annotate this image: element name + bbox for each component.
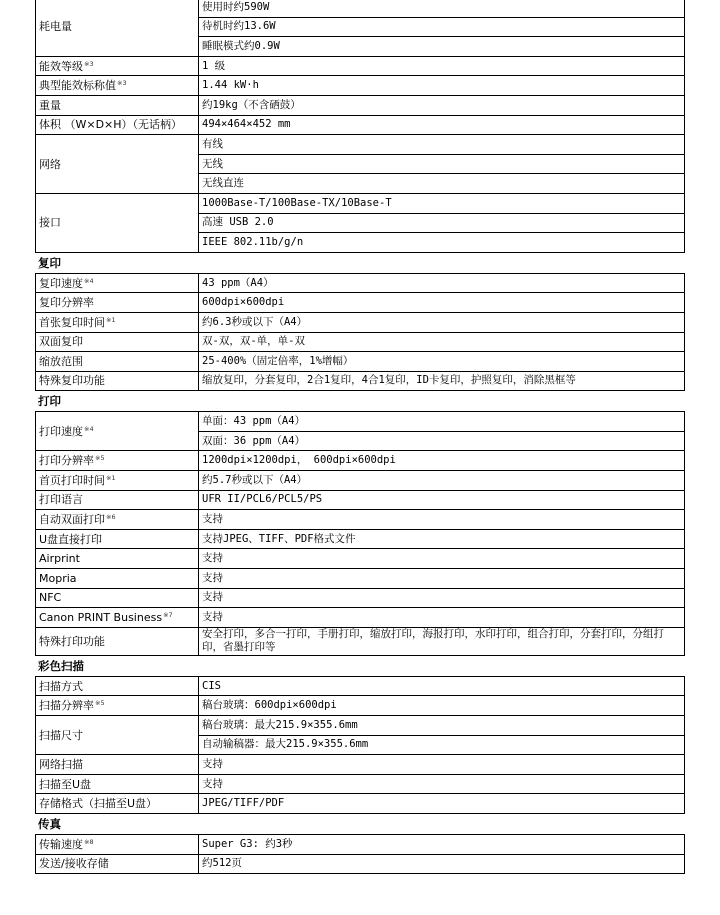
table-row — [36, 588, 685, 608]
spec-value: 约512页 — [199, 854, 685, 874]
spec-label-text: 扫描分辨率 — [39, 699, 94, 713]
spec-label — [36, 135, 199, 194]
spec-value: 睡眠模式约0.9W — [199, 37, 685, 57]
table-row — [36, 0, 685, 17]
spec-label-text: 扫描方式 — [39, 679, 83, 693]
spec-label — [36, 569, 199, 589]
spec-label — [36, 451, 199, 471]
spec-label-text: 复印速度 — [39, 276, 83, 290]
spec-label-text: 典型能效标称值 — [39, 79, 116, 93]
spec-label-text: 存储格式（扫描至U盘） — [39, 797, 158, 811]
spec-label — [36, 854, 199, 874]
spec-label-text: 复印分辨率 — [39, 296, 94, 310]
spec-label-text: 重量 — [39, 98, 61, 112]
table-row — [36, 451, 685, 471]
spec-label-text: 特殊打印功能 — [39, 634, 105, 648]
spec-value: IEEE 802.11b/g/n — [199, 233, 685, 253]
spec-label — [36, 529, 199, 549]
spec-label-text: 自动双面打印 — [39, 513, 105, 527]
spec-label-text: 扫描至U盘 — [39, 777, 92, 791]
spec-value: 43 ppm（A4） — [199, 273, 685, 293]
spec-label-text: 扫描尺寸 — [39, 728, 83, 742]
spec-value: 600dpi×600dpi — [199, 293, 685, 313]
spec-value: 待机时约13.6W — [199, 17, 685, 37]
spec-value: 支持 — [199, 569, 685, 589]
spec-label — [36, 95, 199, 115]
spec-value: 单面：43 ppm（A4） — [199, 412, 685, 432]
table-row — [36, 627, 685, 655]
spec-label — [36, 471, 199, 491]
spec-label — [36, 676, 199, 696]
spec-label-text: 耗电量 — [39, 20, 72, 34]
table-row — [36, 569, 685, 589]
spec-label — [36, 696, 199, 716]
spec-label — [36, 0, 199, 56]
spec-value: 有线 — [199, 135, 685, 155]
spec-label — [36, 794, 199, 814]
table-row — [36, 608, 685, 628]
table-row — [36, 774, 685, 794]
spec-value: Super G3: 约3秒 — [199, 834, 685, 854]
spec-value: 1000Base-T/100Base-TX/10Base-T — [199, 193, 685, 213]
table-row — [36, 352, 685, 372]
table-row — [36, 193, 685, 213]
table-row — [36, 696, 685, 716]
spec-value: 约6.3秒或以下（A4） — [199, 312, 685, 332]
spec-value: 支持 — [199, 608, 685, 628]
spec-value: 稿台玻璃：600dpi×600dpi — [199, 696, 685, 716]
footnote-mark: ※5 — [95, 454, 105, 463]
spec-label-text: 网络 — [39, 157, 61, 171]
footnote-mark: ※1 — [106, 315, 116, 324]
spec-label — [36, 774, 199, 794]
spec-value: 稿台玻璃：最大215.9×355.6mm — [199, 716, 685, 736]
spec-value: 安全打印，多合一打印，手册打印，缩放打印，海报打印，水印打印，组合打印，分套打印，分组打印，省墨打印等 — [199, 627, 685, 655]
spec-value: 支持 — [199, 588, 685, 608]
spec-label — [36, 834, 199, 854]
table-row — [36, 471, 685, 491]
spec-table — [35, 0, 685, 253]
spec-value: 25-400%（固定倍率，1%增幅） — [199, 352, 685, 372]
footnote-mark: ※4 — [84, 276, 94, 285]
spec-table — [35, 676, 685, 814]
table-row — [36, 755, 685, 775]
spec-label-text: 打印语言 — [39, 493, 83, 507]
table-row — [36, 135, 685, 155]
spec-label-text: 传输速度 — [39, 837, 83, 851]
spec-value: CIS — [199, 676, 685, 696]
spec-value: 无线直连 — [199, 174, 685, 194]
spec-label — [36, 76, 199, 96]
section-title-fax: 传真 — [38, 816, 61, 831]
table-row — [36, 56, 685, 76]
spec-label-text: 首页打印时间 — [39, 473, 105, 487]
spec-label — [36, 549, 199, 569]
spec-value: 约19kg（不含硒鼓） — [199, 95, 685, 115]
footnote-mark: ※3 — [84, 59, 94, 68]
spec-label-text: 缩放范围 — [39, 354, 83, 368]
spec-label — [36, 608, 199, 628]
spec-label — [36, 588, 199, 608]
spec-label — [36, 312, 199, 332]
table-row — [36, 854, 685, 874]
spec-label — [36, 115, 199, 135]
section-title-copy: 复印 — [38, 255, 61, 270]
footnote-mark: ※7 — [163, 611, 173, 620]
table-row — [36, 95, 685, 115]
spec-value: 支持 — [199, 755, 685, 775]
spec-label-text: 打印分辨率 — [39, 454, 94, 468]
spec-label — [36, 193, 199, 252]
footnote-mark: ※8 — [84, 837, 94, 846]
table-row — [36, 371, 685, 391]
spec-value: 自动输稿器：最大215.9×355.6mm — [199, 735, 685, 755]
spec-value: 支持 — [199, 774, 685, 794]
spec-sheet — [35, 0, 685, 874]
table-row — [36, 716, 685, 736]
spec-value: 支持 — [199, 510, 685, 530]
table-row — [36, 529, 685, 549]
spec-label-text: 首张复印时间 — [39, 315, 105, 329]
footnote-mark: ※3 — [117, 79, 127, 88]
spec-label — [36, 412, 199, 451]
spec-table — [35, 411, 685, 656]
spec-label-text: 特殊复印功能 — [39, 374, 105, 388]
spec-label-text: U盘直接打印 — [39, 532, 103, 546]
spec-table — [35, 834, 685, 874]
spec-label — [36, 490, 199, 510]
spec-label — [36, 352, 199, 372]
table-row — [36, 794, 685, 814]
spec-value: 双面：36 ppm（A4） — [199, 431, 685, 451]
spec-label — [36, 371, 199, 391]
table-row — [36, 273, 685, 293]
spec-label-text: 体积 （W×D×H）（无话柄） — [39, 118, 183, 132]
table-row — [36, 312, 685, 332]
spec-label-text: Canon PRINT Business — [39, 611, 163, 625]
footnote-mark: ※4 — [84, 424, 94, 433]
spec-label-text: Airprint — [39, 552, 80, 566]
table-row — [36, 834, 685, 854]
spec-label — [36, 273, 199, 293]
spec-label — [36, 56, 199, 76]
spec-label — [36, 627, 199, 655]
footnote-mark: ※5 — [95, 699, 105, 708]
spec-label-text: Mopria — [39, 571, 77, 585]
spec-table — [35, 273, 685, 392]
spec-value: 高速 USB 2.0 — [199, 213, 685, 233]
spec-value: 无线 — [199, 154, 685, 174]
spec-label — [36, 510, 199, 530]
spec-value: UFR II/PCL6/PCL5/PS — [199, 490, 685, 510]
table-row — [36, 490, 685, 510]
spec-label — [36, 716, 199, 755]
spec-label — [36, 755, 199, 775]
spec-value: 缩放复印，分套复印，2合1复印，4合1复印，ID卡复印，护照复印，消除黑框等 — [199, 371, 685, 391]
spec-value: 支持JPEG、TIFF、PDF格式文件 — [199, 529, 685, 549]
spec-value: 约5.7秒或以下（A4） — [199, 471, 685, 491]
table-row — [36, 76, 685, 96]
table-row — [36, 549, 685, 569]
table-row — [36, 293, 685, 313]
table-row — [36, 332, 685, 352]
spec-value: 1 级 — [199, 56, 685, 76]
spec-value: 1200dpi×1200dpi， 600dpi×600dpi — [199, 451, 685, 471]
footnote-mark: ※6 — [106, 513, 116, 522]
spec-label-text: 接口 — [39, 216, 61, 230]
spec-value: 1.44 kW·h — [199, 76, 685, 96]
spec-label-text: 双面复印 — [39, 335, 83, 349]
footnote-mark: ※1 — [106, 473, 116, 482]
spec-value: JPEG/TIFF/PDF — [199, 794, 685, 814]
table-row — [36, 510, 685, 530]
spec-value: 使用时约590W — [199, 0, 685, 17]
spec-label-text: 发送/接收存储 — [39, 857, 109, 871]
spec-value: 双-双，双-单，单-双 — [199, 332, 685, 352]
spec-value: 支持 — [199, 549, 685, 569]
spec-label-text: NFC — [39, 591, 62, 605]
spec-label-text: 网络扫描 — [39, 757, 83, 771]
spec-label-text: 打印速度 — [39, 424, 83, 438]
spec-label-text: 能效等级 — [39, 59, 83, 73]
spec-value: 494×464×452 mm — [199, 115, 685, 135]
table-row — [36, 412, 685, 432]
table-row — [36, 676, 685, 696]
spec-label — [36, 293, 199, 313]
section-title-print: 打印 — [38, 394, 61, 409]
table-row — [36, 115, 685, 135]
spec-label — [36, 332, 199, 352]
section-title-scan: 彩色扫描 — [38, 658, 84, 673]
